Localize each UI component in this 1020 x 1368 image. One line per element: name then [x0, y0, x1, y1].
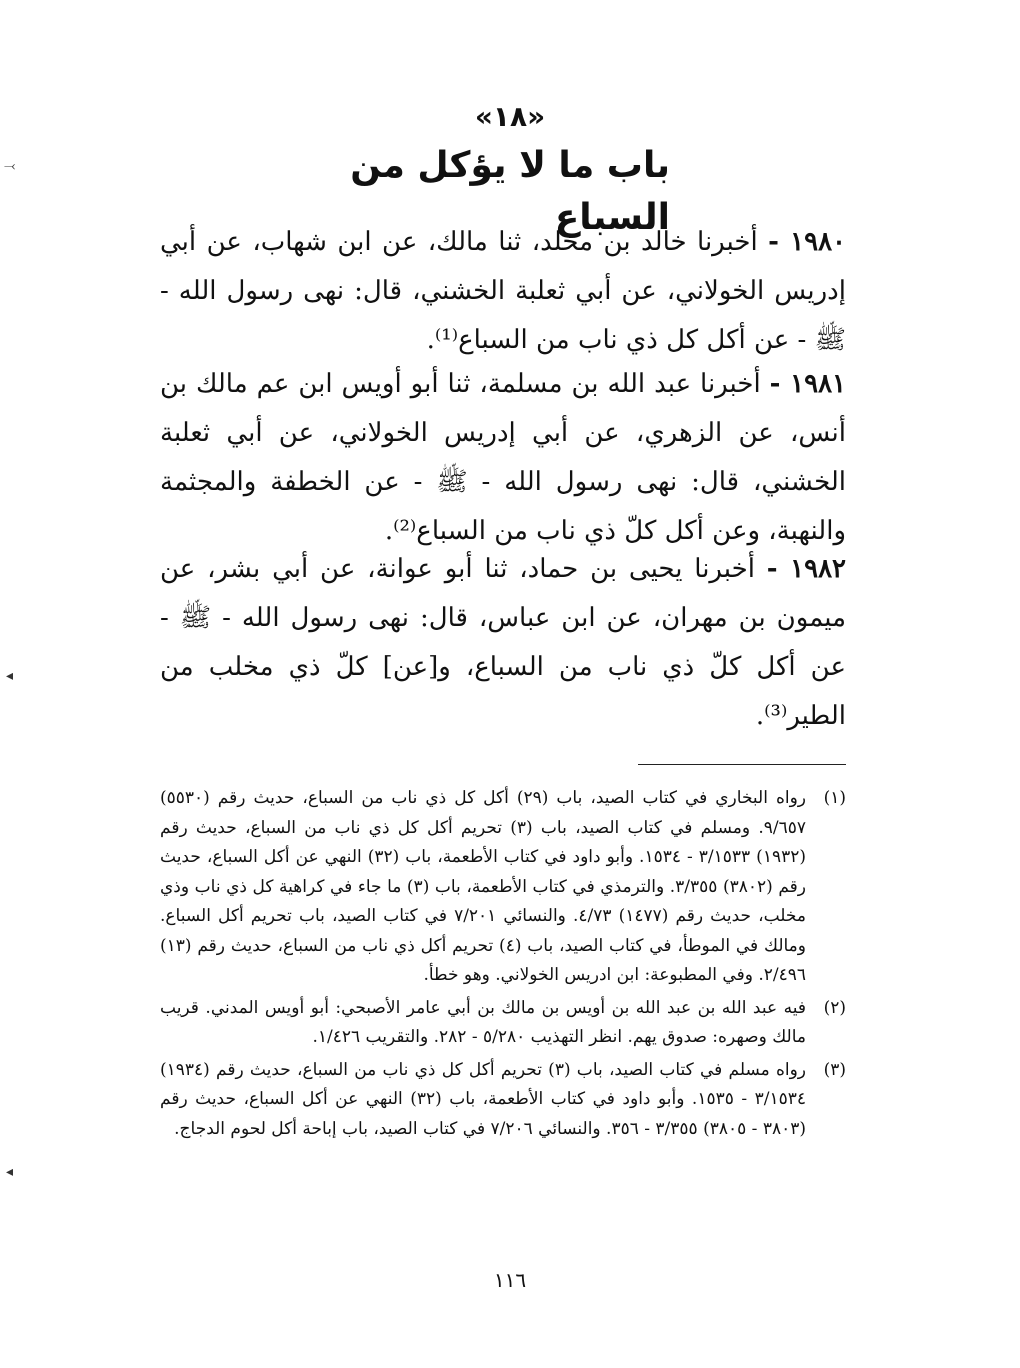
footnotes: [160, 784, 846, 1147]
footnote-number: (١): [823, 788, 846, 808]
hadith-paragraph: [160, 360, 846, 556]
footnote-divider: [638, 764, 846, 765]
page-number: ١١٦: [493, 1268, 527, 1292]
footnote: [160, 1056, 846, 1145]
margin-tick-mark: ⤙: [4, 158, 16, 174]
chapter-number: «١٨»: [474, 100, 546, 133]
footnote: [160, 994, 846, 1053]
hadith-number: ١٩٨٢ -: [766, 554, 847, 584]
hadith-number: ١٩٨٠ -: [768, 227, 847, 257]
hadith-paragraph: [160, 545, 846, 741]
hadith-text: أخبرنا خالد بن مخلد، ثنا مالك، عن ابن شهاب، عن أبي إدريس الخولاني، عن أبي ثعلبة الخشني، قال: نهى رسول الله - ﷺ - عن أكل كل ذي ناب من السباع⁽¹⁾.: [160, 227, 846, 355]
hadith-text: أخبرنا عبد الله بن مسلمة، ثنا أبو أويس ابن عم مالك بن أنس، عن الزهري، عن أبي إدريس الخولاني، عن أبي ثعلبة الخشني، قال: نهى رسول الله - ﷺ - عن الخطفة والمجثمة والنهبة، وعن أكل كلّ ذي ناب من السباع⁽²⁾.: [160, 369, 847, 546]
footnote: [160, 784, 846, 991]
chapter-title: باب ما لا يؤكل من السباع: [350, 145, 670, 238]
margin-tick-mark: ◂: [6, 668, 14, 684]
footnote-text: رواه مسلم في كتاب الصيد، باب (٣) تحريم أكل كل ذي ناب من السباع، حديث رقم (١٩٣٤) ٣/١٥٣٤ - ١٥٣٥. وأبو داود في كتاب الأطعمة، باب (٣٢) النهي عن أكل السباع، حديث رقم (٣٨٠٣ - ٣٨٠٥) ٣/٣٥٥ - ٣٥٦. والنسائي ٧/٢٠٦ في كتاب الصيد، باب إباحة أكل لحوم الدجاج.: [160, 1059, 806, 1139]
margin-tick-mark: ◂: [6, 1164, 14, 1180]
footnote-number: (٣): [823, 1059, 846, 1080]
footnote-text: فيه عبد الله بن عبد الله بن أويس بن مالك بن أبي عامر الأصبحي: أبو أويس المدني. قريب مالك وصهره: صدوق يهم. انظر التهذيب ٥/٢٨٠ - ٢٨٢. والتقريب ١/٤٢٦.: [160, 997, 806, 1047]
hadith-text: أخبرنا يحيى بن حماد، ثنا أبو عوانة، عن أبي بشر، عن ميمون بن مهران، عن ابن عباس، قال: نهى رسول الله - ﷺ - عن أكل كلّ ذي ناب من السباع، و[عن] كلّ ذي مخلب من الطير⁽³⁾.: [160, 554, 846, 731]
footnote-text: رواه البخاري في كتاب الصيد، باب (٢٩) أكل كل ذي ناب من السباع، حديث رقم (٥٥٣٠) ٩/٦٥٧. ومسلم في كتاب الصيد، باب (٣) تحريم أكل كل ذي ناب من السباع، حديث رقم (١٩٣٢) ٣/١٥٣٣ - ١٥٣٤. وأبو داود في كتاب الأطعمة، باب (٣٢) النهي عن أكل السباع، حديث رقم (٣٨٠٢) ٣/٣٥٥. والترمذي في كتاب الأطعمة، باب (٣) ما جاء في كراهية كل ذي ناب وذي مخلب، حديث رقم (١٤٧٧) ٤/٧٣. والنسائي ٧/٢٠١ في كتاب الصيد، باب تحريم أكل السباع. ومالك في الموطأ، في كتاب الصيد، باب (٤) تحريم أكل ذي ناب من السباع، حديث رقم (١٣) ٢/٤٩٦. وفي المطبوعة: ابن ادريس الخولاني. وهو خطأ.: [160, 788, 807, 985]
hadith-number: ١٩٨١ -: [769, 369, 847, 399]
hadith-paragraph: [160, 218, 846, 365]
footnote-number: (٢): [823, 997, 846, 1018]
